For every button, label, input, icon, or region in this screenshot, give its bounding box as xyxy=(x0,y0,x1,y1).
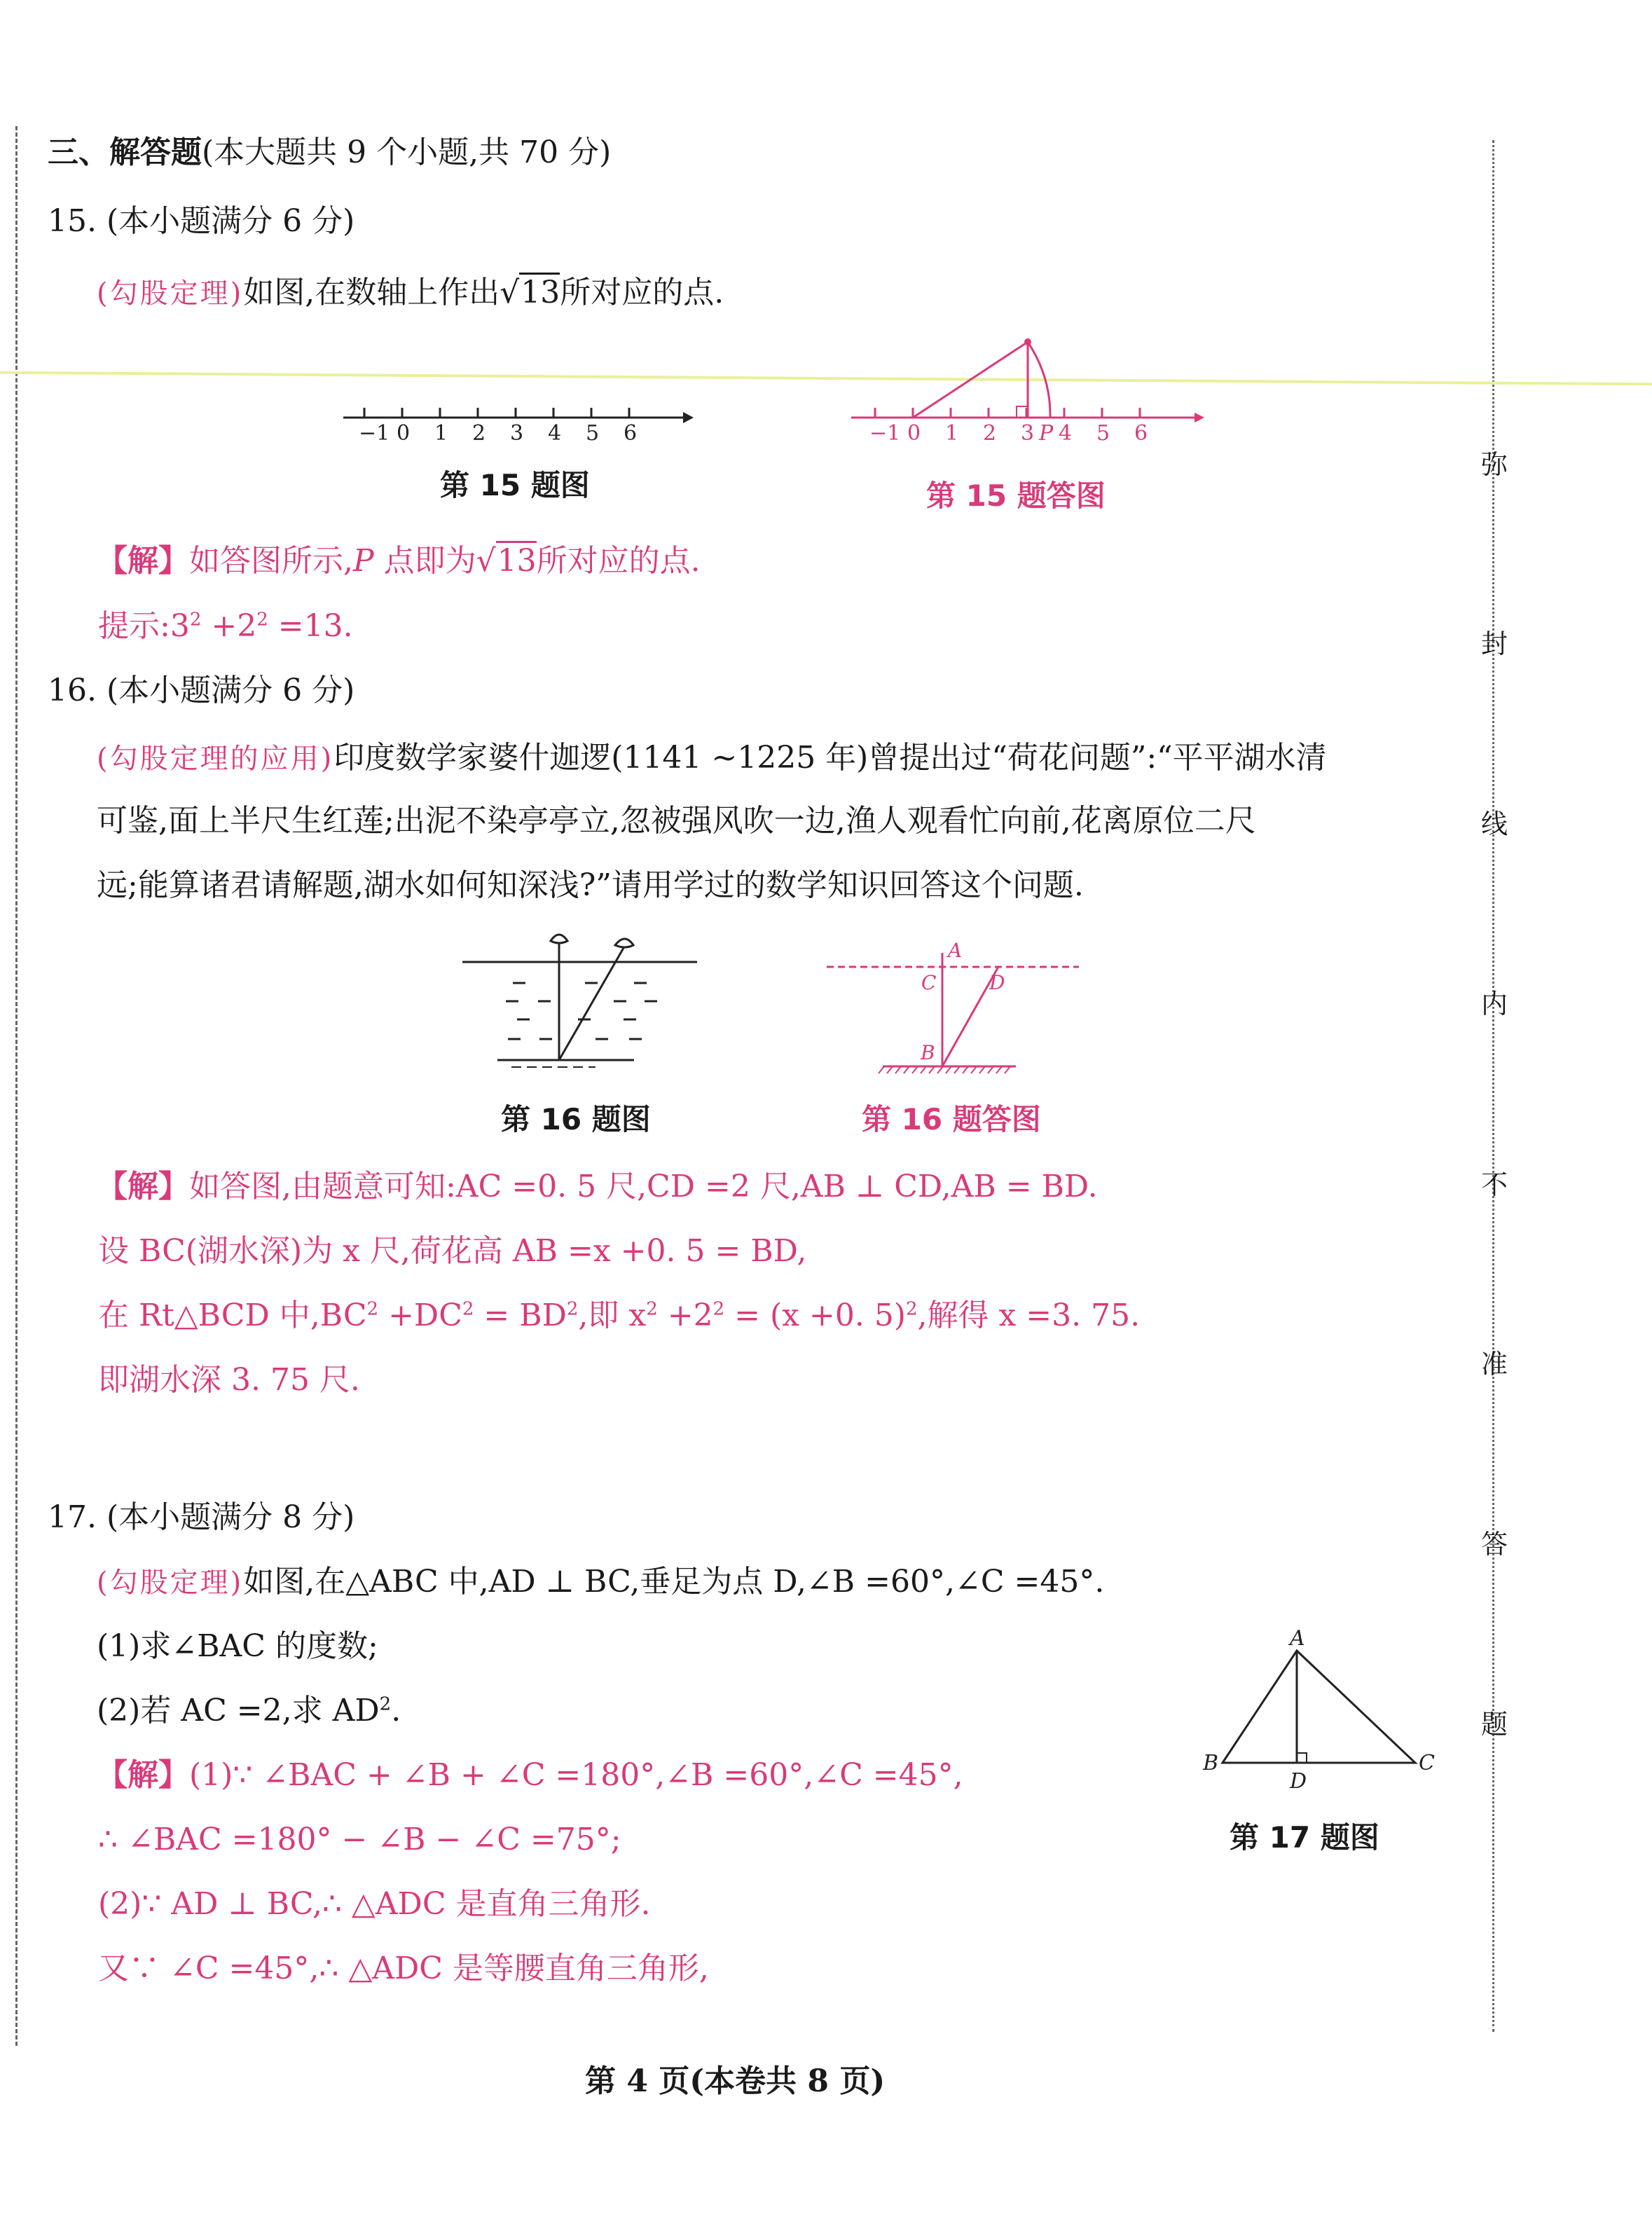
tick-label: −1 xyxy=(869,421,901,446)
q17-part2 xyxy=(97,1693,401,1730)
q15-statement xyxy=(97,275,724,312)
page-footer: 第 4 页(本卷共 8 页) xyxy=(585,2063,886,2099)
sidebar-char: 内 xyxy=(1481,989,1508,1019)
q15-fig-caption: 第 15 题图 xyxy=(440,468,590,502)
tick-label: 0 xyxy=(907,421,921,446)
q17-sol-line2: ∴ ∠BAC =180° − ∠B − ∠C =75°; xyxy=(98,1822,621,1857)
q16-line3: 远;能算诸君请解题,湖水如何知深浅?”请用学过的数学知识回答这个问题. xyxy=(97,867,1084,903)
q15-sol-after: 所对应的点. xyxy=(536,543,701,579)
q17-sol-label: 【解】 xyxy=(97,1757,189,1793)
q16-sol1: 如答图,由题意可知:AC =0. 5 尺,CD =2 尺,AB ⊥ CD,AB = BD. xyxy=(189,1169,1098,1204)
q15-figure xyxy=(329,392,694,448)
q17-header: 17. (本小题满分 8 分) xyxy=(48,1499,355,1535)
sidebar-char: 线 xyxy=(1481,809,1508,839)
q15-solution xyxy=(97,543,701,580)
q15-hint-c: =13. xyxy=(268,608,353,644)
q15-hint xyxy=(98,608,353,645)
answer-axis-arrow xyxy=(1195,413,1204,422)
q16-fig-caption: 第 16 题图 xyxy=(501,1102,651,1136)
section-title-text: 三、解答题 xyxy=(48,135,202,170)
q16-sol3-part: +2 xyxy=(657,1298,713,1333)
q15-radicand: 13 xyxy=(519,273,560,310)
tick-label: 1 xyxy=(434,421,448,446)
q15-tag: (勾股定理) xyxy=(97,277,244,310)
sidebar-char: 封 xyxy=(1481,628,1508,659)
q16-sol3-part: +DC xyxy=(378,1298,462,1333)
vertex-c: C xyxy=(1419,1751,1435,1775)
exp: 2 xyxy=(379,1693,392,1715)
exp: 2 xyxy=(366,1298,379,1320)
water-dashes xyxy=(506,983,657,1039)
right-angle-mark xyxy=(1297,1753,1307,1763)
q17-sol-line4: 又∵ ∠C =45°,∴ △ADC 是等腰直角三角形, xyxy=(98,1951,709,1986)
point-p-label: P xyxy=(1039,421,1054,446)
q17-part2-text: (2)若 AC =2,求 AD xyxy=(97,1693,380,1728)
q16-figure xyxy=(455,928,701,1082)
q16-ans-caption: 第 16 题答图 xyxy=(862,1102,1041,1136)
q15-sol-sqrt: √13 xyxy=(476,541,537,579)
tick-label: 2 xyxy=(983,421,997,446)
q16-sol-line2: 设 BC(湖水深)为 x 尺,荷花高 AB =x +0. 5 = BD, xyxy=(98,1233,807,1269)
lotus-flower-icon xyxy=(615,939,633,947)
tick-label: 6 xyxy=(624,421,638,446)
q15-sol-mid: 点即为 xyxy=(373,543,476,579)
tick-label: 5 xyxy=(586,421,600,446)
q16-sol-line3 xyxy=(98,1298,1140,1335)
label-b: B xyxy=(921,1041,935,1064)
q16-line2: 可鉴,面上半尺生红莲;出泥不染亭亭立,忽被强风吹一边,渔人观看忙向前,花离原位二尺 xyxy=(97,803,1256,839)
number-line-arrow xyxy=(683,412,694,423)
q15-hint-a: 提示:3 xyxy=(98,608,190,644)
binding-line xyxy=(1492,140,1494,2032)
q15-header: 15. (本小题满分 6 分) xyxy=(48,203,355,239)
q16-sol-line4: 即湖水深 3. 75 尺. xyxy=(98,1362,360,1398)
tick-label: 2 xyxy=(472,421,486,446)
q15-text-after: 所对应的点. xyxy=(560,275,724,310)
triangle-abc xyxy=(1223,1651,1415,1763)
q16-sol3-part: ,解得 x =3. 75. xyxy=(917,1298,1141,1333)
q15-sqrt: √13 xyxy=(500,273,560,310)
tick-label: 3 xyxy=(1021,421,1035,446)
hatch-line xyxy=(879,1066,884,1073)
q16-sol3-part: 在 Rt△BCD 中,BC xyxy=(98,1298,367,1333)
lotus-stem-bent xyxy=(559,948,624,1060)
q17-text: 如图,在△ABC 中,AD ⊥ BC,垂足为点 D,∠B =60°,∠C =45°. xyxy=(243,1564,1105,1600)
tick-label: 4 xyxy=(1059,421,1073,446)
label-c: C xyxy=(921,971,937,994)
compass-arc xyxy=(1028,342,1050,418)
q15-hint-b: +2 xyxy=(201,608,257,644)
q15-hint-exp: 2 xyxy=(256,609,268,631)
exp: 2 xyxy=(713,1298,725,1320)
q17-statement xyxy=(97,1564,1104,1601)
exp: 2 xyxy=(905,1298,918,1320)
q16-sol3-part: ,即 x xyxy=(578,1298,647,1333)
q15-sol-before: 如答图所示, xyxy=(189,543,353,579)
exp: 2 xyxy=(566,1298,579,1320)
hypotenuse-line xyxy=(913,342,1028,418)
tick-label: 6 xyxy=(1134,421,1148,446)
q17-part1: (1)求∠BAC 的度数; xyxy=(97,1628,378,1664)
label-d: D xyxy=(989,971,1005,994)
q15-answer-figure xyxy=(844,335,1209,454)
q15-text-before: 如图,在数轴上作出 xyxy=(243,275,500,310)
tick-label: 1 xyxy=(945,421,959,446)
sidebar-char: 准 xyxy=(1481,1349,1508,1380)
lotus-flower-icon xyxy=(551,935,567,943)
sidebar-char: 不 xyxy=(1481,1169,1508,1200)
vertex-a: A xyxy=(1290,1626,1305,1651)
q16-line1-text: 印度数学家婆什迦逻(1141 ~1225 年)曾提出过“荷花问题”:“平平湖水清 xyxy=(333,740,1327,776)
q17-part2-end: . xyxy=(391,1693,401,1728)
q16-tag: (勾股定理的应用) xyxy=(97,743,334,775)
q16-line1 xyxy=(97,740,1327,777)
sidebar-char: 答 xyxy=(1481,1529,1508,1560)
vertex-b: B xyxy=(1203,1751,1219,1775)
q17-sol1: (1)∵ ∠BAC + ∠B + ∠C =180°,∠B =60°,∠C =45°, xyxy=(189,1757,963,1793)
tick-label: 0 xyxy=(397,421,411,446)
section-note: (本大题共 9 个小题,共 70 分) xyxy=(202,135,612,170)
q16-answer-figure xyxy=(820,939,1086,1079)
q16-sol-label: 【解】 xyxy=(97,1169,189,1204)
left-margin-line xyxy=(15,126,18,2046)
q17-sol-line1 xyxy=(97,1757,963,1794)
q17-figure xyxy=(1202,1625,1440,1794)
q16-sol3-part: = BD xyxy=(474,1298,567,1333)
q17-sol-line3: (2)∵ AD ⊥ BC,∴ △ADC 是直角三角形. xyxy=(98,1886,651,1922)
q16-header: 16. (本小题满分 6 分) xyxy=(48,673,355,708)
q15-hint-exp: 2 xyxy=(189,609,202,631)
foot-d: D xyxy=(1290,1769,1307,1794)
exp: 2 xyxy=(646,1298,658,1320)
sidebar-char: 题 xyxy=(1481,1709,1508,1740)
tick-label: 5 xyxy=(1096,421,1110,446)
q17-tag: (勾股定理) xyxy=(97,1567,244,1599)
section-title xyxy=(48,135,611,172)
q17-fig-caption: 第 17 题图 xyxy=(1230,1820,1379,1855)
label-a: A xyxy=(948,939,963,962)
exp: 2 xyxy=(462,1298,474,1320)
q15-sol-label: 【解】 xyxy=(97,543,189,579)
q15-sol-radicand: 13 xyxy=(496,541,537,579)
q16-sol-line1 xyxy=(97,1169,1098,1206)
tick-label: 4 xyxy=(548,421,562,446)
q16-sol3-part: = (x +0. 5) xyxy=(724,1298,906,1333)
q15-sol-p: P xyxy=(353,543,374,579)
q15-ans-caption: 第 15 题答图 xyxy=(926,479,1106,513)
scan-stripe xyxy=(0,371,1652,385)
tick-label: −1 xyxy=(359,421,390,446)
tick-label: 3 xyxy=(510,421,524,446)
sidebar-char: 弥 xyxy=(1481,449,1508,480)
